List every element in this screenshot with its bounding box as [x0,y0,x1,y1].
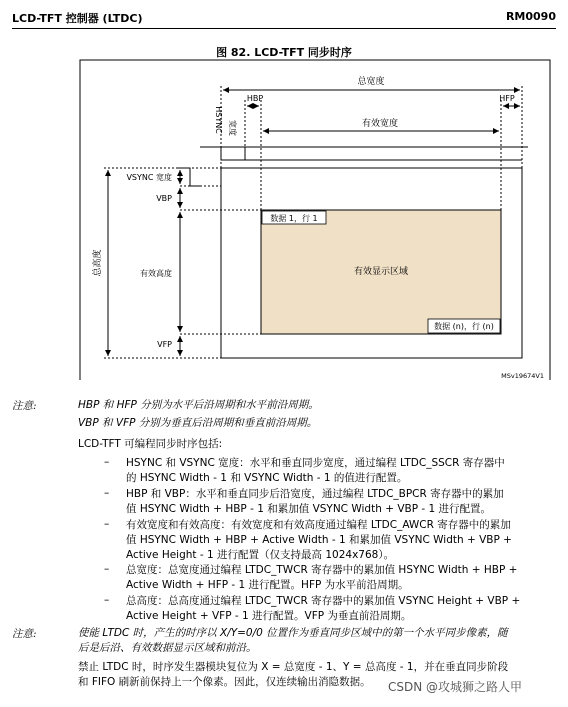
last-data-label: 数据 (n)，行 (n) [434,322,494,331]
hsync-label: HSYNC [214,106,223,134]
vsync-width-label: VSYNC 宽度 [126,173,172,182]
active-area-label: 有效显示区域 [353,267,409,277]
bullet: – [104,487,110,499]
note2 [78,626,548,656]
list-item [126,518,550,563]
list-item [126,487,550,517]
bullet: – [104,594,110,606]
hsync-width-label: 宽度 [228,120,237,136]
list-item-line: 的 HSYNC Width - 1 和 VSYNC Width - 1 的值进行配置。 [126,472,408,484]
bullet: – [104,518,110,530]
first-data-label: 数据 1，行 1 [270,214,318,223]
note2-line: 使能 LTDC 时，产生的时序以 X/Y=0/0 位置作为垂直同步区域中的第一个水平同步像素，随 [78,627,508,639]
vbp-label: VBP [156,194,172,203]
figure-title: 图 82. LCD-TFT 同步时序 [216,46,352,59]
list-item-line: Active Height - 1 进行配置（仅支持最高 1024x768）。 [126,549,395,561]
paragraph-line: 和 FIFO 刷新前保持上一个像素。因此，仅连续输出消隐数据。 [78,676,371,688]
header-doc-id: RM0090 [505,10,556,23]
total-height-label: 总高度 [93,249,103,277]
hbp-label: HBP [246,94,264,103]
list-item-line: Active Width + HFP - 1 进行配置。HFP 为水平前沿周期。 [126,579,409,591]
active-width-label: 有效宽度 [361,119,399,129]
list-item [126,456,550,486]
list-item-line: 值 HSYNC Width + HBP + Active Width - 1 和累加值 VSYNC Width + VBP + [126,534,512,546]
list-item-line: 总高度：总高度通过编程 LTDC_TWCR 寄存器中的累加值 VSYNC Height + VBP + [126,595,521,607]
vfp-label: VFP [157,340,172,349]
list-item-line: 总宽度：总宽度通过编程 LTDC_TWCR 寄存器中的累加值 HSYNC Width + HBP + [126,564,518,576]
list-item [126,594,550,624]
total-width-label: 总宽度 [357,77,385,87]
list-item-line: 值 HSYNC Width + HBP - 1 和累加值 VSYNC Width + VBP - 1 进行配置。 [126,503,492,515]
list-item-line: 有效宽度和有效高度：有效宽度和有效高度通过编程 LTDC_AWCR 寄存器中的累加 [126,519,511,531]
list-item-line: HSYNC 和 VSYNC 宽度：水平和垂直同步宽度，通过编程 LTDC_SSCR 寄存器中 [126,457,505,469]
note-line-2: VBP 和 VFP 分别为垂直后沿周期和垂直前沿周期。 [78,417,318,429]
paragraph-line: 禁止 LTDC 时，时序发生器模块复位为 X = 总宽度 - 1、Y = 总高度 - 1，并在垂直同步阶段 [78,661,509,673]
list-item [126,563,550,593]
list-item-line: HBP 和 VBP：水平和垂直同步后沿宽度，通过编程 LTDC_BPCR 寄存器中的累加 [126,488,504,500]
note-line-1: HBP 和 HFP 分别为水平后沿周期和水平前沿周期。 [78,399,319,411]
figure-ref: MSv19674V1 [501,372,544,380]
bullet: – [104,563,110,575]
note-label-2: 注意: [12,628,37,640]
note-label-1: 注意: [12,400,37,412]
hfp-label: HFP [499,94,515,103]
sync-intro: LCD-TFT 可编程同步时序包括: [78,438,223,450]
watermark: CSDN @攻城狮之路人甲 [388,680,523,694]
list-item-line: Active Height + VFP - 1 进行配置。VFP 为垂直前沿周期。 [126,610,412,622]
active-height-label: 有效高度 [140,269,172,278]
hsync-pulse [221,147,245,160]
header-title: LCD-TFT 控制器 (LTDC) [12,12,143,25]
note2-line: 后是后沿、有效数据显示区域和前沿。 [78,642,257,654]
bullet: – [104,456,110,468]
